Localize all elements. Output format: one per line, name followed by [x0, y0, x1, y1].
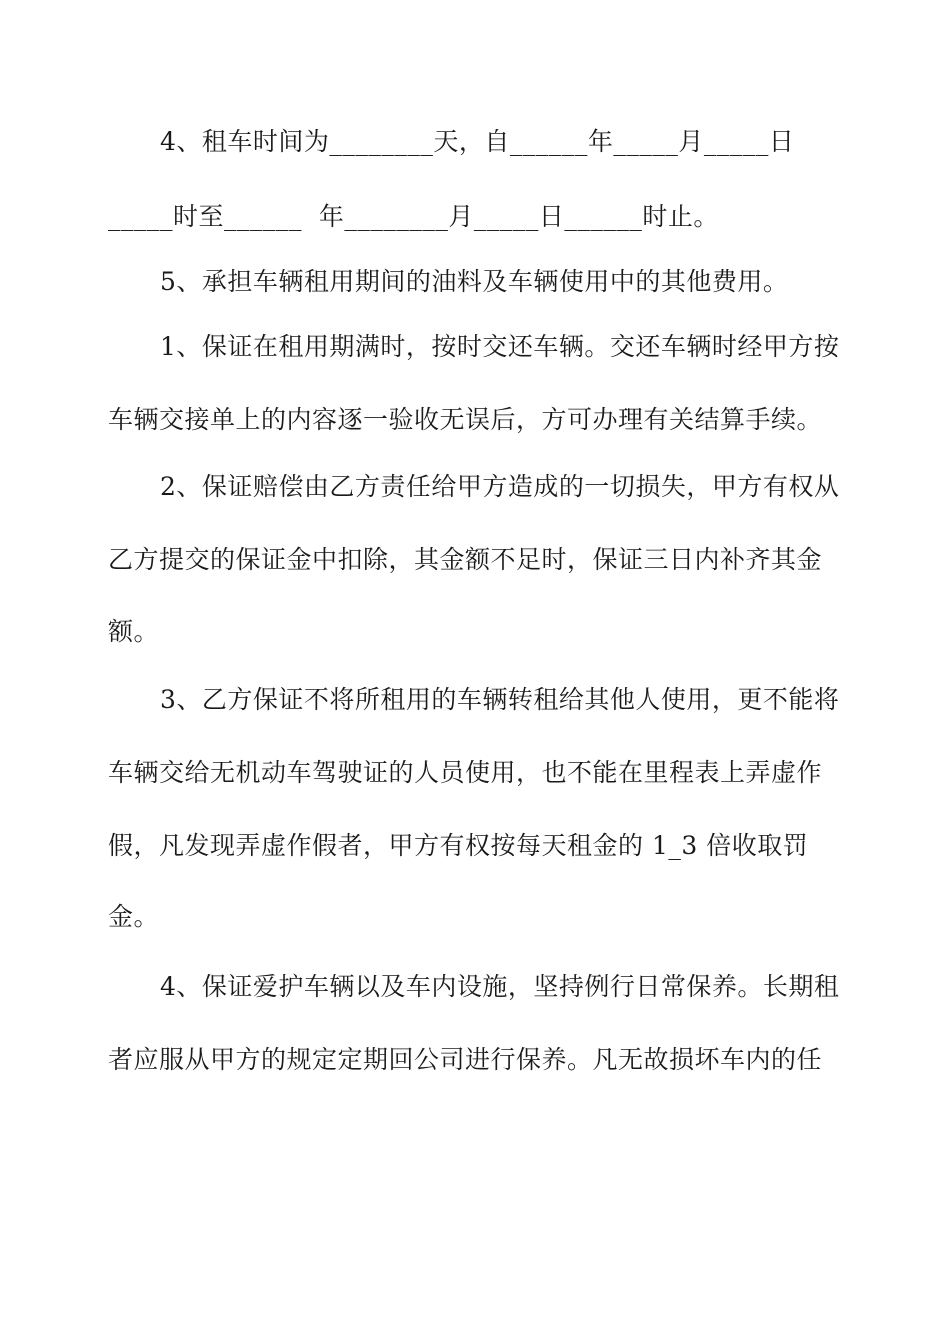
guarantee-1-line-2: 车辆交接单上的内容逐一验收无误后，方可办理有关结算手续。	[108, 405, 823, 434]
guarantee-3-line-2: 车辆交给无机动车驾驶证的人员使用，也不能在里程表上弄虚作	[108, 758, 823, 787]
clause-4-rental-period-line-2: _____时至______ 年________月_____日______时止。	[108, 202, 719, 231]
clause-4-rental-period-line-1: 4、租车时间为________天，自______年_____月_____日	[160, 127, 795, 156]
guarantee-3-line-1: 3、乙方保证不将所租用的车辆转租给其他人使用，更不能将	[160, 685, 840, 714]
clause-5-fees: 5、承担车辆租用期间的油料及车辆使用中的其他费用。	[160, 267, 789, 296]
guarantee-4-line-2: 者应服从甲方的规定定期回公司进行保养。凡无故损坏车内的任	[108, 1045, 823, 1074]
guarantee-3-line-3: 假，凡发现弄虚作假者，甲方有权按每天租金的 1_3 倍收取罚	[108, 831, 809, 860]
guarantee-3-line-4: 金。	[108, 902, 160, 931]
guarantee-2-line-3: 额。	[108, 617, 160, 646]
guarantee-2-line-2: 乙方提交的保证金中扣除，其金额不足时，保证三日内补齐其金	[108, 545, 823, 574]
guarantee-1-line-1: 1、保证在租用期满时，按时交还车辆。交还车辆时经甲方按	[160, 332, 840, 361]
guarantee-2-line-1: 2、保证赔偿由乙方责任给甲方造成的一切损失，甲方有权从	[160, 472, 840, 501]
guarantee-4-line-1: 4、保证爱护车辆以及车内设施，坚持例行日常保养。长期租	[160, 972, 840, 1001]
